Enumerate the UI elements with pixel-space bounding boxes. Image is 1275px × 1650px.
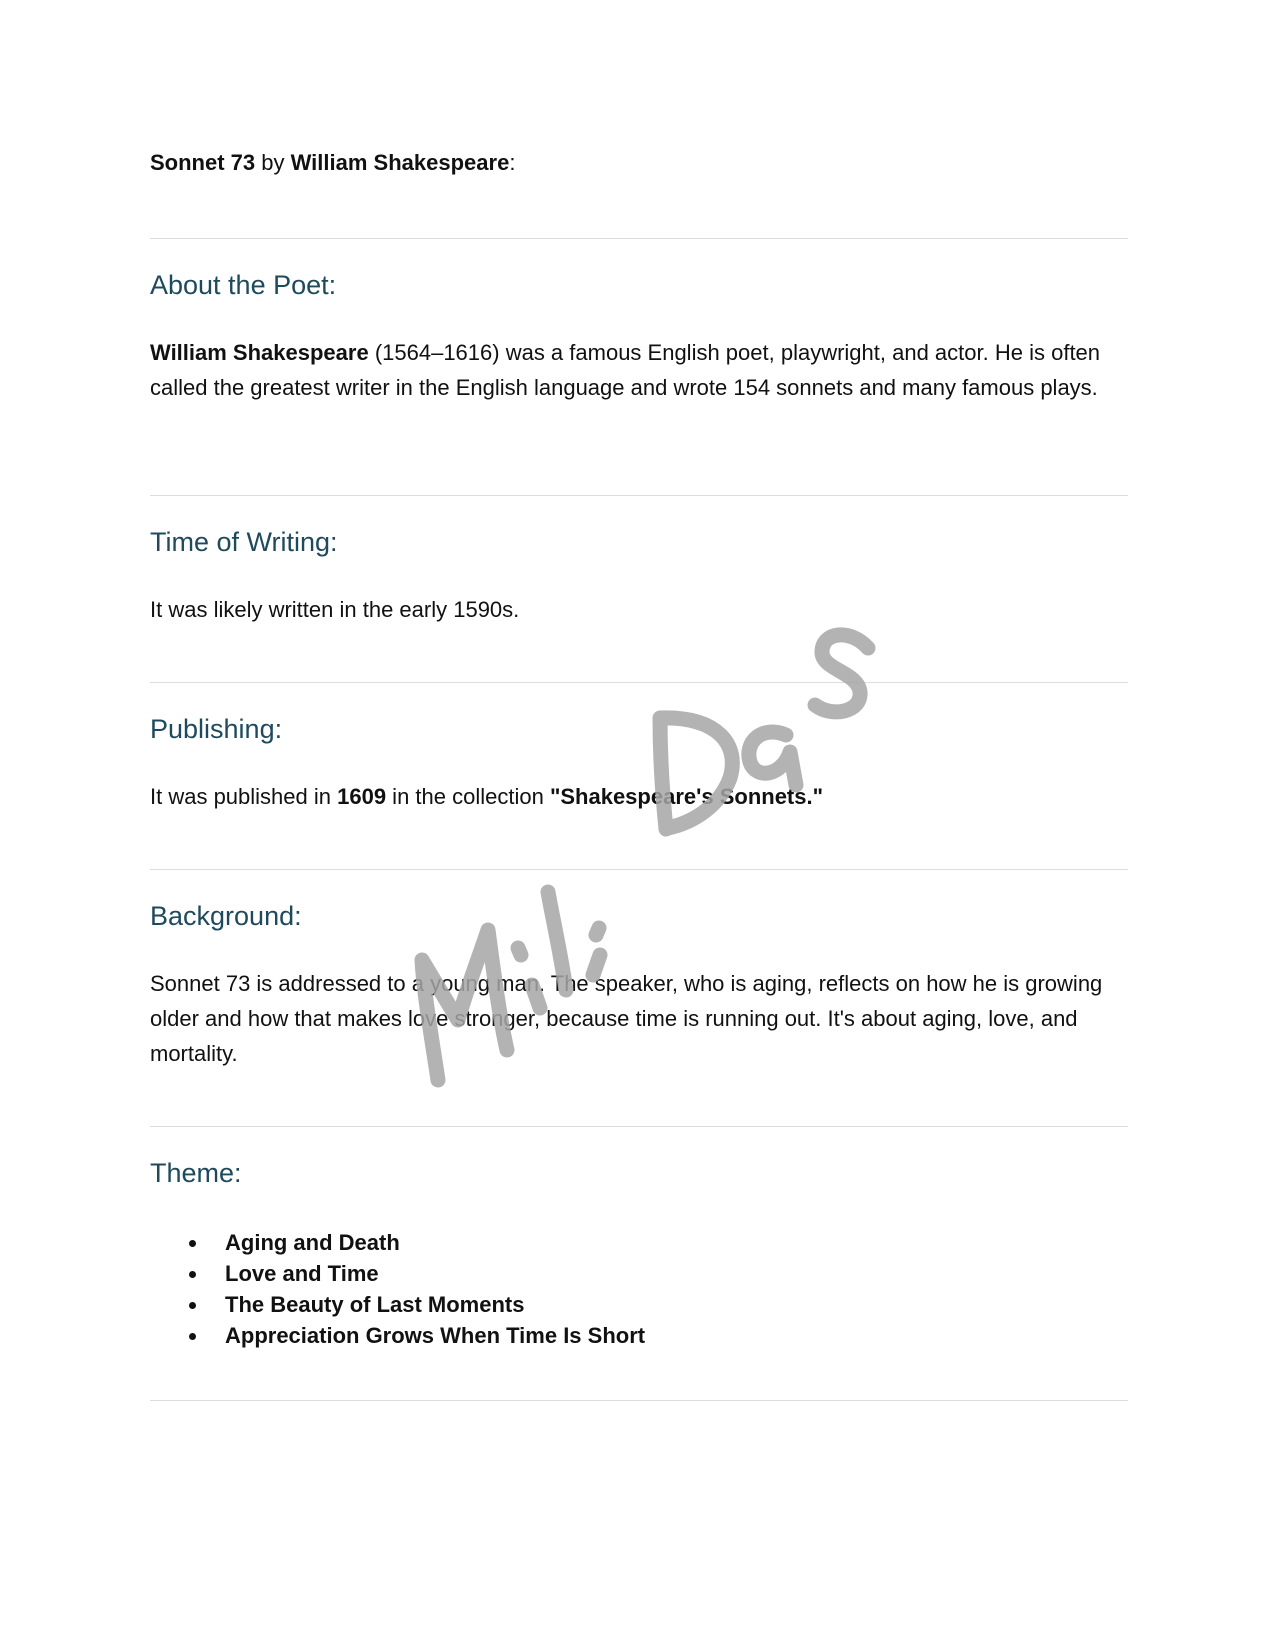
theme-item-text: Aging and Death <box>225 1230 400 1255</box>
theme-list-item <box>150 1320 645 1351</box>
bullet-icon <box>189 1302 196 1309</box>
about-poet-text: (1564–1616) was a famous English poet, playwright, and actor. He is often called the greatest writer in the English language and wrote 154 sonnets and many famous plays. <box>150 340 1101 400</box>
time-of-writing-text: It was likely written in the early 1590s. <box>150 597 520 622</box>
theme-list-item <box>150 1258 645 1289</box>
poet-name: William Shakespeare <box>150 340 369 365</box>
section-divider <box>150 682 1128 683</box>
theme-item-text: Love and Time <box>225 1261 379 1286</box>
time-of-writing-heading: Time of Writing: <box>150 527 338 557</box>
title-colon: : <box>509 150 516 175</box>
about-poet-heading: About the Poet: <box>150 270 337 300</box>
by-text: by <box>255 150 291 175</box>
sonnet-title: Sonnet 73 <box>150 150 256 175</box>
document-title-line <box>150 145 1135 180</box>
section-divider <box>150 238 1128 239</box>
theme-item-text: The Beauty of Last Moments <box>225 1292 525 1317</box>
publishing-text-middle: in the collection <box>386 784 550 809</box>
publishing-text-before: It was published in <box>150 784 338 809</box>
section-divider <box>150 869 1128 870</box>
section-divider <box>150 1400 1128 1401</box>
theme-list <box>150 1227 645 1351</box>
theme-item-text: Appreciation Grows When Time Is Short <box>225 1323 646 1348</box>
publishing-heading: Publishing: <box>150 714 283 744</box>
publishing-paragraph <box>150 779 1135 814</box>
collection-name: "Shakespeare's Sonnets." <box>549 784 824 809</box>
about-poet-paragraph <box>150 335 1135 405</box>
publishing-year: 1609 <box>337 784 387 809</box>
title-author: William Shakespeare <box>290 150 510 175</box>
theme-heading: Theme: <box>150 1158 242 1188</box>
bullet-icon <box>189 1333 196 1340</box>
theme-list-item <box>150 1227 645 1258</box>
background-heading: Background: <box>150 901 302 931</box>
section-divider <box>150 1126 1128 1127</box>
section-divider <box>150 495 1128 496</box>
background-text: Sonnet 73 is addressed to a young man. The speaker, who is aging, reflects on how he is growing older and how that makes love stronger, because time is running out. It's about aging, love, and mortality. <box>150 971 1103 1066</box>
bullet-icon <box>189 1271 196 1278</box>
bullet-icon <box>189 1240 196 1247</box>
theme-list-item <box>150 1289 645 1320</box>
